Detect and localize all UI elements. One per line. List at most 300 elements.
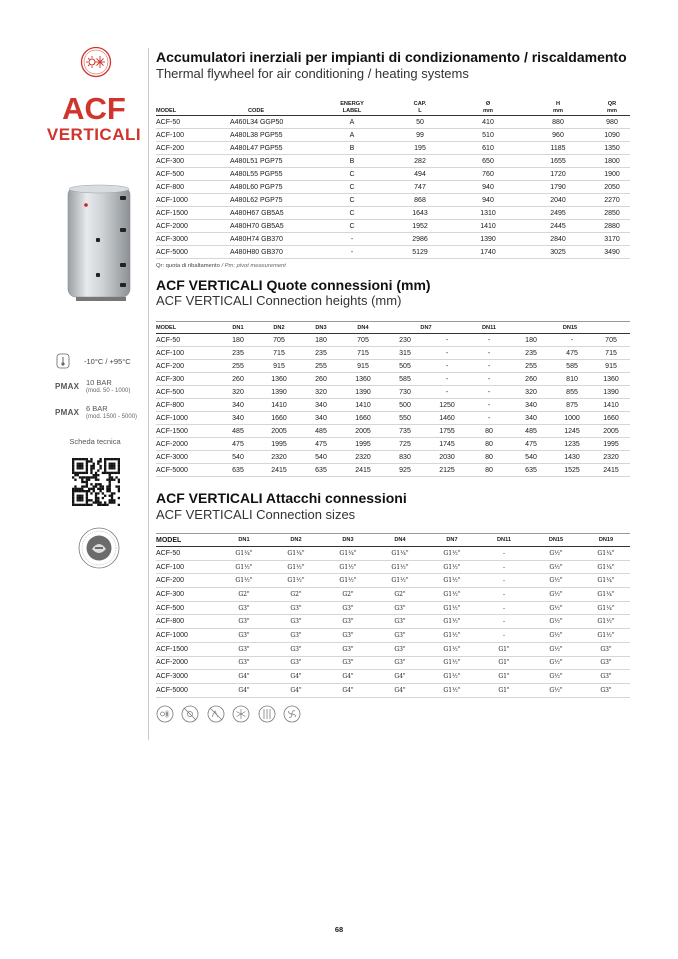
table-cell: 1410 — [592, 399, 630, 412]
table-cell: 1643 — [386, 207, 454, 220]
table-cell: G½" — [530, 574, 582, 588]
table-cell: ACF-200 — [156, 574, 218, 588]
table-cell: A480L62 PGP75 — [218, 194, 318, 207]
table-cell: 585 — [552, 360, 592, 373]
table-cell: - — [468, 399, 510, 412]
table-cell: 282 — [386, 155, 454, 168]
table-cell: 735 — [384, 425, 426, 438]
column-header: DN11 — [468, 322, 510, 334]
snowflake-icon — [232, 705, 250, 723]
pmax-text: PMAX — [55, 408, 80, 417]
table-cell: 2415 — [342, 464, 384, 477]
table-cell: 2415 — [258, 464, 300, 477]
table-cell: 980 — [594, 116, 630, 129]
table-cell: ACF-500 — [156, 386, 218, 399]
table-cell: ACF-5000 — [156, 246, 218, 259]
table-cell: - — [426, 373, 468, 386]
table-cell: 1995 — [258, 438, 300, 451]
table-cell: G3" — [374, 642, 426, 656]
table-cell: G1¼" — [374, 547, 426, 561]
table-cell: 2840 — [522, 233, 594, 246]
table-cell: G4" — [218, 683, 270, 697]
table-cell: G3" — [322, 629, 374, 643]
table-cell: 315 — [384, 347, 426, 360]
table-cell: 2005 — [592, 425, 630, 438]
table-cell: 855 — [552, 386, 592, 399]
table-cell: G1½" — [374, 574, 426, 588]
pmax1-value: 10 BAR — [86, 378, 112, 387]
vertical-divider — [148, 48, 149, 740]
table-header-row — [156, 322, 630, 334]
table-row — [156, 207, 630, 220]
column-header: CAP. L — [386, 96, 454, 116]
table-row — [156, 464, 630, 477]
table-cell: G4" — [322, 670, 374, 684]
table-cell: 235 — [510, 347, 552, 360]
table-cell: 1655 — [522, 155, 594, 168]
table-cell: G1½" — [426, 560, 478, 574]
table-cell: ACF-1000 — [156, 194, 218, 207]
table-cell: 500 — [384, 399, 426, 412]
table-cell: 1390 — [258, 386, 300, 399]
pmax-label-2 — [55, 408, 79, 417]
table-cell: 180 — [510, 334, 552, 347]
table-cell: G1½" — [218, 560, 270, 574]
table-cell: 635 — [510, 464, 552, 477]
table-cell: 1660 — [258, 412, 300, 425]
table-cell: 550 — [384, 412, 426, 425]
table-cell: G1½" — [426, 683, 478, 697]
table-cell: 340 — [300, 412, 342, 425]
table-cell: G3" — [270, 601, 322, 615]
table-cell: G½" — [530, 656, 582, 670]
table-cell: G3" — [582, 656, 630, 670]
table-cell: 925 — [384, 464, 426, 477]
table-cell: 940 — [454, 194, 522, 207]
table-cell: ACF-800 — [156, 399, 218, 412]
table-cell: B — [318, 142, 386, 155]
table-cell: 1185 — [522, 142, 594, 155]
table-cell: 80 — [468, 464, 510, 477]
table-cell: 485 — [218, 425, 258, 438]
table-cell: 340 — [510, 399, 552, 412]
table-cell: G1¼" — [582, 560, 630, 574]
table-cell: 1000 — [552, 412, 592, 425]
table-cell: G3" — [270, 629, 322, 643]
table-header-row — [156, 534, 630, 547]
table-cell: 255 — [510, 360, 552, 373]
tank-image — [62, 183, 140, 305]
table-cell: G1½" — [374, 560, 426, 574]
table-cell: - — [468, 347, 510, 360]
column-header: MODEL — [156, 322, 218, 334]
table-cell: 80 — [468, 425, 510, 438]
table-cell: C — [318, 220, 386, 233]
table-cell: G4" — [270, 670, 322, 684]
column-header: CODE — [218, 96, 318, 116]
table-cell: 1410 — [454, 220, 522, 233]
table-cell: ACF-3000 — [156, 233, 218, 246]
table-cell: - — [478, 547, 530, 561]
table-cell: ACF-100 — [156, 560, 218, 574]
table-cell: G1½" — [322, 560, 374, 574]
table-cell: G4" — [322, 683, 374, 697]
table-cell: 1350 — [594, 142, 630, 155]
table-row — [156, 116, 630, 129]
table-cell: 2125 — [426, 464, 468, 477]
table-cell: G3" — [270, 656, 322, 670]
table-cell: 1430 — [552, 451, 592, 464]
table-cell: B — [318, 155, 386, 168]
feature-icons-row — [156, 705, 304, 728]
table-cell: 540 — [218, 451, 258, 464]
table-cell: - — [478, 629, 530, 643]
table-row — [156, 347, 630, 360]
table-cell: 1390 — [454, 233, 522, 246]
table-cell: G1½" — [426, 601, 478, 615]
table-cell: 1755 — [426, 425, 468, 438]
table-cell: - — [426, 386, 468, 399]
table-cell: C — [318, 207, 386, 220]
table-cell: C — [318, 181, 386, 194]
table-cell: G1¼" — [582, 547, 630, 561]
table-cell: G½" — [530, 670, 582, 684]
table-cell: 1250 — [426, 399, 468, 412]
column-header: DN2 — [258, 322, 300, 334]
table-cell: G3" — [270, 642, 322, 656]
table-cell: G1½" — [426, 656, 478, 670]
table-cell: ACF-5000 — [156, 683, 218, 697]
column-header: DN3 — [322, 534, 374, 547]
table-cell: 485 — [510, 425, 552, 438]
column-header: DN4 — [342, 322, 384, 334]
table-cell: G4" — [270, 683, 322, 697]
table-cell: G1¼" — [582, 601, 630, 615]
table-cell: G1¼" — [582, 588, 630, 602]
table-cell: ACF-200 — [156, 360, 218, 373]
table-cell: - — [468, 373, 510, 386]
table-cell: 1525 — [552, 464, 592, 477]
table-cell: 1720 — [522, 168, 594, 181]
table-cell: 1310 — [454, 207, 522, 220]
column-header: DN1 — [218, 534, 270, 547]
table-cell: G1½" — [322, 574, 374, 588]
table-row — [156, 142, 630, 155]
column-header: DN3 — [300, 322, 342, 334]
table-cell: ACF-2000 — [156, 220, 218, 233]
table-cell: A480L55 PGP55 — [218, 168, 318, 181]
table-cell: 340 — [510, 412, 552, 425]
table-cell: G1¼" — [218, 547, 270, 561]
table-cell: ACF-3000 — [156, 451, 218, 464]
table-cell: ACF-300 — [156, 588, 218, 602]
table-row — [156, 386, 630, 399]
table-row — [156, 670, 630, 684]
table-cell: - — [468, 386, 510, 399]
table-row — [156, 246, 630, 259]
table-cell: A480L51 PGP75 — [218, 155, 318, 168]
table-cell: G3" — [218, 629, 270, 643]
table-cell: 1995 — [342, 438, 384, 451]
table-cell: G1½" — [426, 615, 478, 629]
table-cell: 2040 — [522, 194, 594, 207]
table-cell: 2445 — [522, 220, 594, 233]
connection-sizes-table — [156, 533, 630, 698]
table-cell: 485 — [300, 425, 342, 438]
table-cell: 705 — [342, 334, 384, 347]
table-cell: 830 — [384, 451, 426, 464]
table-cell: A480H74 GB370 — [218, 233, 318, 246]
table-cell: 880 — [522, 116, 594, 129]
table-cell: 340 — [218, 399, 258, 412]
table-cell: 1995 — [592, 438, 630, 451]
section3-title: ACF VERTICALI Attacchi connessioni — [156, 490, 407, 506]
table-cell: 540 — [510, 451, 552, 464]
table-cell: 505 — [384, 360, 426, 373]
table-cell: 475 — [510, 438, 552, 451]
table-cell: 1745 — [426, 438, 468, 451]
table-cell: ACF-500 — [156, 601, 218, 615]
table-cell: G3" — [374, 629, 426, 643]
table-cell: G4" — [374, 670, 426, 684]
table-cell: A480L47 PGP55 — [218, 142, 318, 155]
table-cell: 3490 — [594, 246, 630, 259]
table-cell: G½" — [530, 642, 582, 656]
table-row — [156, 181, 630, 194]
table-cell: 868 — [386, 194, 454, 207]
column-header: DN19 — [582, 534, 630, 547]
table-header-row — [156, 96, 630, 116]
table-cell: 940 — [454, 181, 522, 194]
table-cell: G3" — [322, 642, 374, 656]
note-it: Qr: quota di ribaltamento — [156, 263, 220, 269]
table-row — [156, 168, 630, 181]
table-cell: G2" — [270, 588, 322, 602]
table-cell: 2415 — [592, 464, 630, 477]
table-cell: ACF-1000 — [156, 412, 218, 425]
column-header: DN15 — [530, 534, 582, 547]
table-cell: G1½" — [270, 574, 322, 588]
table-cell: G1½" — [270, 560, 322, 574]
table-cell: G3" — [218, 642, 270, 656]
table-cell: ACF-500 — [156, 168, 218, 181]
table-cell: - — [468, 360, 510, 373]
table-cell: ACF-50 — [156, 334, 218, 347]
pmax2-note: (mod. 1500 - 5000) — [86, 414, 138, 420]
section1-subtitle: Thermal flywheel for air conditioning / heating systems — [156, 66, 469, 81]
pmax-label-1 — [55, 382, 79, 391]
table-cell: G½" — [530, 547, 582, 561]
table-row — [156, 334, 630, 347]
table-cell: 610 — [454, 142, 522, 155]
table-cell: ACF-300 — [156, 155, 218, 168]
table-cell: G3" — [374, 601, 426, 615]
table-cell: G1" — [478, 656, 530, 670]
table-cell: G3" — [582, 670, 630, 684]
table-cell: 725 — [384, 438, 426, 451]
table-cell: 2880 — [594, 220, 630, 233]
table-cell: G3" — [322, 601, 374, 615]
table-cell: ACF-100 — [156, 347, 218, 360]
table-cell: 2320 — [258, 451, 300, 464]
table-cell: 705 — [592, 334, 630, 347]
table-cell: G1½" — [426, 588, 478, 602]
table-cell: G3" — [270, 615, 322, 629]
table-cell: 715 — [342, 347, 384, 360]
table-cell: ACF-1500 — [156, 207, 218, 220]
table-cell: G1½" — [582, 615, 630, 629]
table-cell: C — [318, 194, 386, 207]
table-cell: C — [318, 168, 386, 181]
table-row — [156, 642, 630, 656]
table-row — [156, 560, 630, 574]
table-cell: G3" — [374, 656, 426, 670]
table-cell: 195 — [386, 142, 454, 155]
table-cell: - — [478, 588, 530, 602]
table-cell: 255 — [218, 360, 258, 373]
column-header: DN2 — [270, 534, 322, 547]
table-cell: 1360 — [342, 373, 384, 386]
table-cell: 2030 — [426, 451, 468, 464]
table-cell: ACF-5000 — [156, 464, 218, 477]
table-row — [156, 155, 630, 168]
table-cell: 230 — [384, 334, 426, 347]
no-heat-pump-icon — [207, 705, 225, 723]
table-cell: 2850 — [594, 207, 630, 220]
table-cell: G1½" — [426, 574, 478, 588]
table-cell: 1390 — [592, 386, 630, 399]
table-cell: 1660 — [592, 412, 630, 425]
table-cell: 320 — [300, 386, 342, 399]
table-cell: 475 — [552, 347, 592, 360]
table-cell: 80 — [468, 451, 510, 464]
table-cell: 1360 — [592, 373, 630, 386]
column-header: Ø mm — [454, 96, 522, 116]
table-cell: 1460 — [426, 412, 468, 425]
table-cell: 1390 — [342, 386, 384, 399]
table-cell: 340 — [218, 412, 258, 425]
table-cell: 2270 — [594, 194, 630, 207]
table-cell: 2320 — [342, 451, 384, 464]
table-cell: - — [478, 560, 530, 574]
table-cell: G4" — [374, 683, 426, 697]
column-header: DN7 — [384, 322, 468, 334]
table-cell: ACF-2000 — [156, 438, 218, 451]
table-row — [156, 412, 630, 425]
table-cell: G½" — [530, 683, 582, 697]
page-number: 68 — [334, 925, 344, 934]
table-cell: 1090 — [594, 129, 630, 142]
table-row — [156, 220, 630, 233]
table-cell: G3" — [374, 615, 426, 629]
table-row — [156, 615, 630, 629]
table-row — [156, 399, 630, 412]
table-cell: 915 — [258, 360, 300, 373]
table-cell: A480H70 GB5A5 — [218, 220, 318, 233]
table-cell: G3" — [582, 642, 630, 656]
table-cell: 1410 — [258, 399, 300, 412]
table-cell: 585 — [384, 373, 426, 386]
table-cell: G3" — [582, 683, 630, 697]
technical-sheet-label: Scheda tecnica — [69, 437, 121, 446]
table-cell: 260 — [218, 373, 258, 386]
pmax2-value: 6 BAR — [86, 404, 108, 413]
table-cell: G2" — [322, 588, 374, 602]
column-header: MODEL — [156, 534, 218, 547]
table-note — [156, 263, 286, 269]
table-cell: 1740 — [454, 246, 522, 259]
table-cell: 1800 — [594, 155, 630, 168]
table-cell: G½" — [530, 588, 582, 602]
table-row — [156, 683, 630, 697]
table-cell: - — [552, 334, 592, 347]
table-cell: ACF-2000 — [156, 656, 218, 670]
table-row — [156, 425, 630, 438]
table-cell: ACF-800 — [156, 615, 218, 629]
table-cell: 715 — [592, 347, 630, 360]
table-cell: G3" — [322, 656, 374, 670]
table-cell: 99 — [386, 129, 454, 142]
table-cell: 760 — [454, 168, 522, 181]
table-cell: G1¼" — [270, 547, 322, 561]
table-row — [156, 656, 630, 670]
table-cell: 915 — [342, 360, 384, 373]
table-row — [156, 451, 630, 464]
table-cell: A480L60 PGP75 — [218, 181, 318, 194]
temp-range: -10°C / +95°C — [84, 357, 131, 366]
table-cell: 650 — [454, 155, 522, 168]
table-cell: G1¼" — [322, 547, 374, 561]
table-row — [156, 129, 630, 142]
table-cell: 1360 — [258, 373, 300, 386]
hot-cold-icon — [80, 46, 112, 78]
table-cell: ACF-50 — [156, 547, 218, 561]
table-cell: 1900 — [594, 168, 630, 181]
table-cell: 235 — [300, 347, 342, 360]
table-cell: 5129 — [386, 246, 454, 259]
product-title: ACF — [62, 91, 126, 126]
table-cell: - — [426, 347, 468, 360]
table-cell: ACF-800 — [156, 181, 218, 194]
table-cell: 2495 — [522, 207, 594, 220]
table-cell: 180 — [300, 334, 342, 347]
no-solar-icon — [181, 705, 199, 723]
table-row — [156, 194, 630, 207]
table-cell: 715 — [258, 347, 300, 360]
table-cell: 960 — [522, 129, 594, 142]
table-cell: 705 — [258, 334, 300, 347]
table-cell: 1410 — [342, 399, 384, 412]
table-cell: G½" — [530, 601, 582, 615]
table-cell: A — [318, 129, 386, 142]
table-cell: - — [468, 334, 510, 347]
table-cell: G1¼" — [582, 574, 630, 588]
table-cell: 915 — [592, 360, 630, 373]
table-cell: G3" — [218, 656, 270, 670]
column-header: DN11 — [478, 534, 530, 547]
table-cell: 1790 — [522, 181, 594, 194]
table-cell: A — [318, 116, 386, 129]
table-cell: A460L34 GGP50 — [218, 116, 318, 129]
table-cell: - — [478, 601, 530, 615]
qr-code[interactable] — [72, 458, 120, 506]
column-header: DN7 — [426, 534, 478, 547]
table-cell: G½" — [530, 629, 582, 643]
table-cell: 2050 — [594, 181, 630, 194]
section2-title: ACF VERTICALI Quote connessioni (mm) — [156, 277, 431, 293]
table-cell: ACF-1500 — [156, 425, 218, 438]
products-table — [156, 96, 630, 259]
